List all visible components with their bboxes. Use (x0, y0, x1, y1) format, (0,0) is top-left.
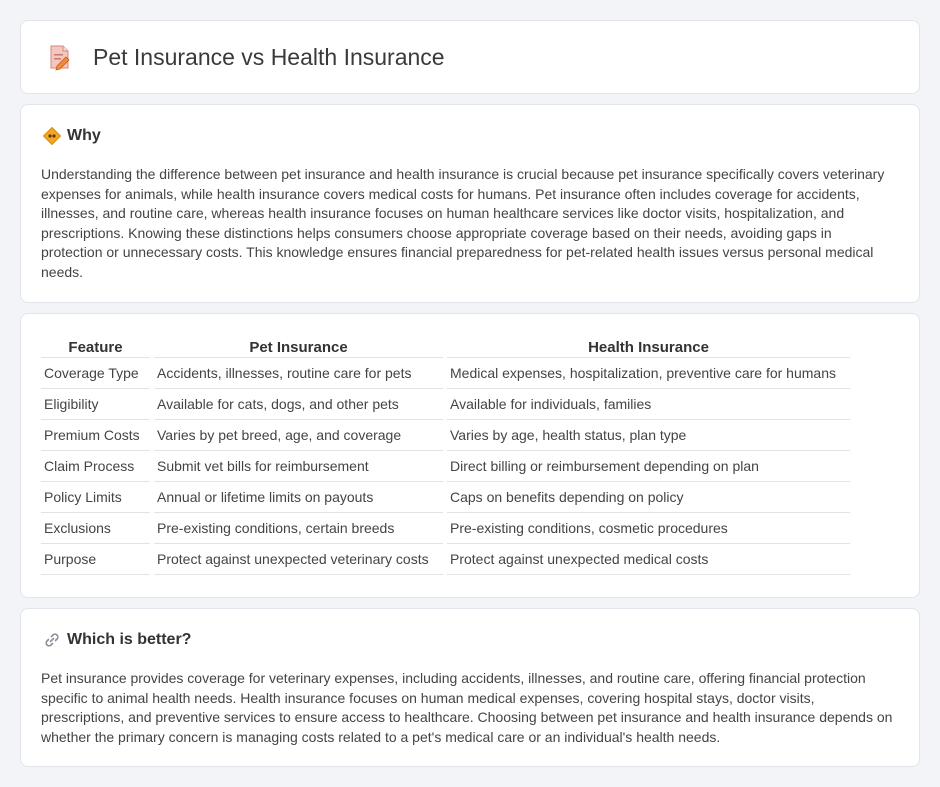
table-row (41, 389, 850, 420)
table-cell: Accidents, illnesses, routine care for pets (154, 358, 443, 389)
table-row (41, 544, 850, 575)
document-pen-icon (45, 43, 73, 71)
table-cell: Available for cats, dogs, and other pets (154, 389, 443, 420)
link-icon (43, 631, 61, 649)
table-cell: Policy Limits (41, 482, 150, 513)
why-title: Why (67, 127, 101, 144)
which-is-better-text: Pet insurance provides coverage for veterinary expenses, including accidents, illnesses, and routine care, offering financial protection specific to animal health needs. Health insurance focuses on human medical expenses, covering hospital stays, doctor visits, prescriptions, and preventive services to ensure access to healthcare. Choosing between pet insurance and health insurance depends on whether the primary concern is managing costs related to a pet's medical care or an individual's health needs. (41, 670, 893, 745)
table-cell: Protect against unexpected veterinary costs (154, 544, 443, 575)
table-cell: Annual or lifetime limits on payouts (154, 482, 443, 513)
table-cell: Coverage Type (41, 358, 150, 389)
table-row (41, 482, 850, 513)
table-cell: Eligibility (41, 389, 150, 420)
why-text: Understanding the difference between pet insurance and health insurance is crucial because pet insurance specifically covers veterinary expenses for animals, while health insurance covers medical costs for humans. Pet insurance often includes coverage for accidents, illnesses, and routine care, whereas health insurance focuses on human healthcare services like doctor visits, hospitalization, and prescriptions. Knowing these distinctions helps consumers choose appropriate coverage based on their needs, avoiding gaps in protection or unnecessary costs. This knowledge ensures financial preparedness for pet-related health issues versus personal medical needs. (41, 166, 885, 280)
diamond-warning-icon (43, 127, 61, 145)
why-card (20, 104, 920, 303)
table-cell: Varies by age, health status, plan type (447, 420, 850, 451)
table-row (41, 420, 850, 451)
table-row (41, 513, 850, 544)
table-cell: Pre-existing conditions, certain breeds (154, 513, 443, 544)
page-title: Pet Insurance vs Health Insurance (93, 43, 445, 70)
table-cell: Pre-existing conditions, cosmetic procedures (447, 513, 850, 544)
table-header: Pet Insurance (154, 334, 443, 358)
table-cell: Direct billing or reimbursement depending on plan (447, 451, 850, 482)
table-row (41, 451, 850, 482)
table-cell: Purpose (41, 544, 150, 575)
table-row (41, 358, 850, 389)
table-cell: Available for individuals, families (447, 389, 850, 420)
table-cell: Medical expenses, hospitalization, preventive care for humans (447, 358, 850, 389)
table-header: Feature (41, 334, 150, 358)
table-header: Health Insurance (447, 334, 850, 358)
table-header-row (41, 334, 850, 358)
which-is-better-card (20, 608, 920, 767)
table-cell: Exclusions (41, 513, 150, 544)
which-is-better-title: Which is better? (67, 631, 192, 648)
table-cell: Caps on benefits depending on policy (447, 482, 850, 513)
table-cell: Submit vet bills for reimbursement (154, 451, 443, 482)
table-cell: Premium Costs (41, 420, 150, 451)
table-cell: Protect against unexpected medical costs (447, 544, 850, 575)
comparison-table (37, 334, 854, 575)
table-cell: Claim Process (41, 451, 150, 482)
title-card (20, 20, 920, 94)
table-cell: Varies by pet breed, age, and coverage (154, 420, 443, 451)
comparison-table-card (20, 313, 920, 598)
